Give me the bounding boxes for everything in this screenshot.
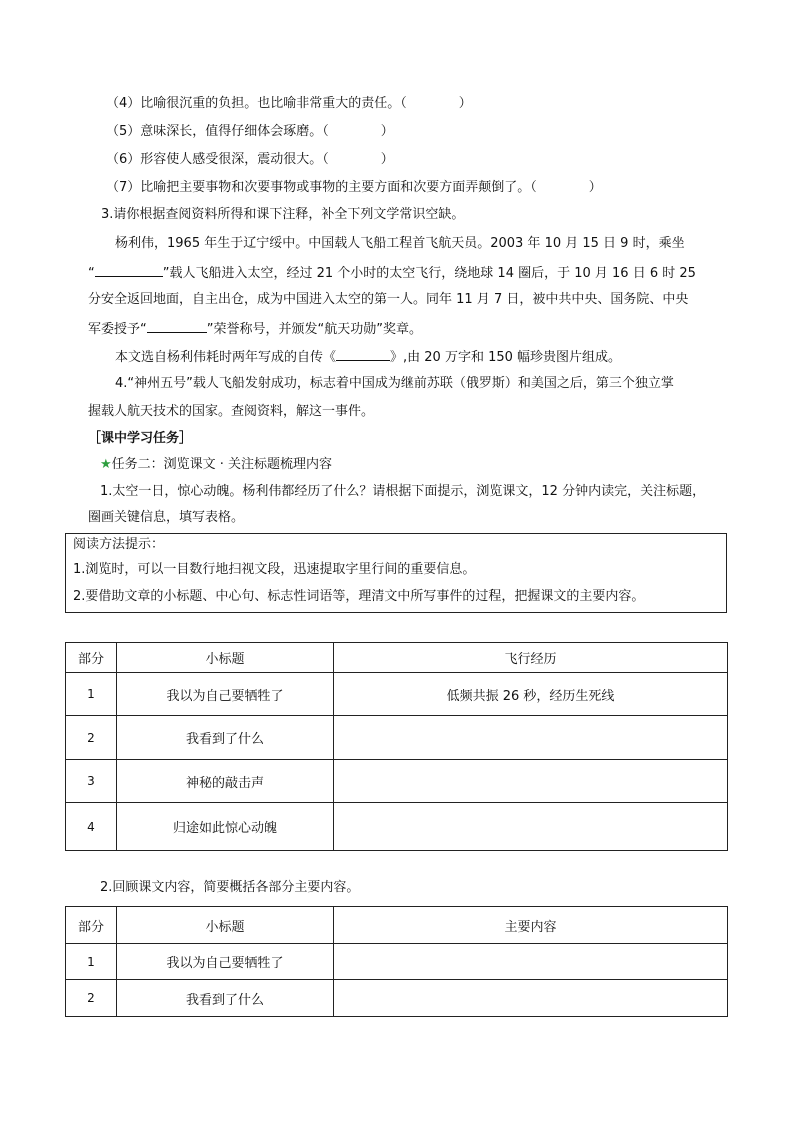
row-part-number: 4 — [66, 803, 117, 851]
task-2-q1-line-2: 圈画关键信息，填写表格。 — [88, 510, 245, 525]
row-experience[interactable] — [334, 716, 728, 760]
row-subtitle: 我以为自己要牺牲了 — [117, 944, 334, 980]
row-subtitle: 我以为自己要牺牲了 — [117, 673, 334, 716]
reading-tips-title: 阅读方法提示： — [73, 537, 165, 552]
bio-line-2-text: ”载人飞船进入太空，经过 21 个小时的太空飞行，绕地球 14 圈后，于 10 月 16 日 6 时 25 — [162, 266, 696, 281]
row-part-number: 2 — [66, 980, 117, 1017]
row-subtitle: 我看到了什么 — [117, 980, 334, 1017]
bio-line-4 — [88, 318, 422, 340]
table-row — [66, 760, 728, 803]
table-row — [66, 716, 728, 760]
main-content-table — [65, 906, 728, 1017]
question-3-instruction: 3.请你根据查阅资料所得和课下注释，补全下列文学常识空缺。 — [101, 207, 465, 222]
row-experience[interactable]: 低频共振 26 秒，经历生死线 — [334, 673, 728, 716]
task-2-q1-line-1: 1.太空一日，惊心动魄。杨利伟都经历了什么？请根据下面提示，浏览课文，12 分钟内读完，关注标题， — [100, 484, 706, 499]
row-part-number: 3 — [66, 760, 117, 803]
row-experience[interactable] — [334, 803, 728, 851]
header-part: 部分 — [66, 907, 117, 944]
bio-line-2 — [88, 262, 696, 284]
blank-book-title[interactable] — [336, 346, 390, 361]
table-row — [66, 944, 728, 980]
reading-tips-box — [65, 533, 727, 613]
table-header-row — [66, 907, 728, 944]
question-2-instruction: 2.回顾课文内容，简要概括各部分主要内容。 — [100, 880, 360, 895]
section-heading: ［课中学习任务］ — [88, 431, 193, 446]
source-line — [115, 346, 621, 368]
flight-experience-table — [65, 642, 728, 851]
header-subtitle: 小标题 — [117, 643, 334, 673]
table-row — [66, 673, 728, 716]
question-4-line-2: 握载人航天技术的国家。查阅资料，解这一事件。 — [88, 404, 375, 419]
source-post: 》,由 20 万字和 150 幅珍贵图片组成。 — [390, 350, 622, 365]
bio-line-3: 分安全返回地面，自主出仓，成为中国进入太空的第一人。同年 11 月 7 日，被中共中央、国务院、中央 — [88, 292, 689, 307]
task-2-title: 任务二：浏览课文 · 关注标题梳理内容 — [111, 457, 333, 472]
row-subtitle: 归途如此惊心动魄 — [117, 803, 334, 851]
row-part-number: 1 — [66, 944, 117, 980]
blank-honor-title[interactable] — [147, 318, 207, 333]
row-part-number: 1 — [66, 673, 117, 716]
question-4-line-1: 4.“神州五号”载人飞船发射成功，标志着中国成为继前苏联（俄罗斯）和美国之后，第三个独立掌 — [115, 376, 674, 391]
star-icon: ★ — [100, 457, 112, 472]
table-row — [66, 980, 728, 1017]
task-2-heading — [100, 455, 332, 475]
blank-spacecraft-name[interactable] — [95, 262, 163, 277]
table-header-row — [66, 643, 728, 673]
header-flight-experience: 飞行经历 — [334, 643, 728, 673]
question-6: （6）形容使人感受很深，震动很大。（ ） — [106, 152, 394, 167]
reading-tip-1: 1.浏览时，可以一目数行地扫视文段，迅速提取字里行间的重要信息。 — [73, 562, 476, 577]
question-4: （4）比喻很沉重的负担。也比喻非常重大的责任。（ ） — [106, 96, 472, 111]
table-row — [66, 803, 728, 851]
row-main-content[interactable] — [334, 944, 728, 980]
header-subtitle: 小标题 — [117, 907, 334, 944]
header-part: 部分 — [66, 643, 117, 673]
row-subtitle: 神秘的敲击声 — [117, 760, 334, 803]
bio-line-4-pre: 军委授予“ — [88, 322, 147, 337]
reading-tip-2: 2.要借助文章的小标题、中心句、标志性词语等，理清文中所写事件的过程，把握课文的主要内容。 — [73, 589, 645, 604]
row-part-number: 2 — [66, 716, 117, 760]
row-experience[interactable] — [334, 760, 728, 803]
question-7: （7）比喻把主要事物和次要事物或事物的主要方面和次要方面弄颠倒了。（ ） — [106, 180, 602, 195]
row-main-content[interactable] — [334, 980, 728, 1017]
quote-open: “ — [88, 266, 95, 281]
bio-line-1: 杨利伟，1965 年生于辽宁绥中。中国载人飞船工程首飞航天员。2003 年 10 月 15 日 9 时，乘坐 — [115, 236, 685, 251]
question-5: （5）意味深长，值得仔细体会琢磨。（ ） — [106, 124, 394, 139]
header-main-content: 主要内容 — [334, 907, 728, 944]
row-subtitle: 我看到了什么 — [117, 716, 334, 760]
bio-line-4-post: ”荣誉称号，并颁发“航天功勋”奖章。 — [206, 322, 422, 337]
source-pre: 本文选自杨利伟耗时两年写成的自传《 — [115, 350, 337, 365]
